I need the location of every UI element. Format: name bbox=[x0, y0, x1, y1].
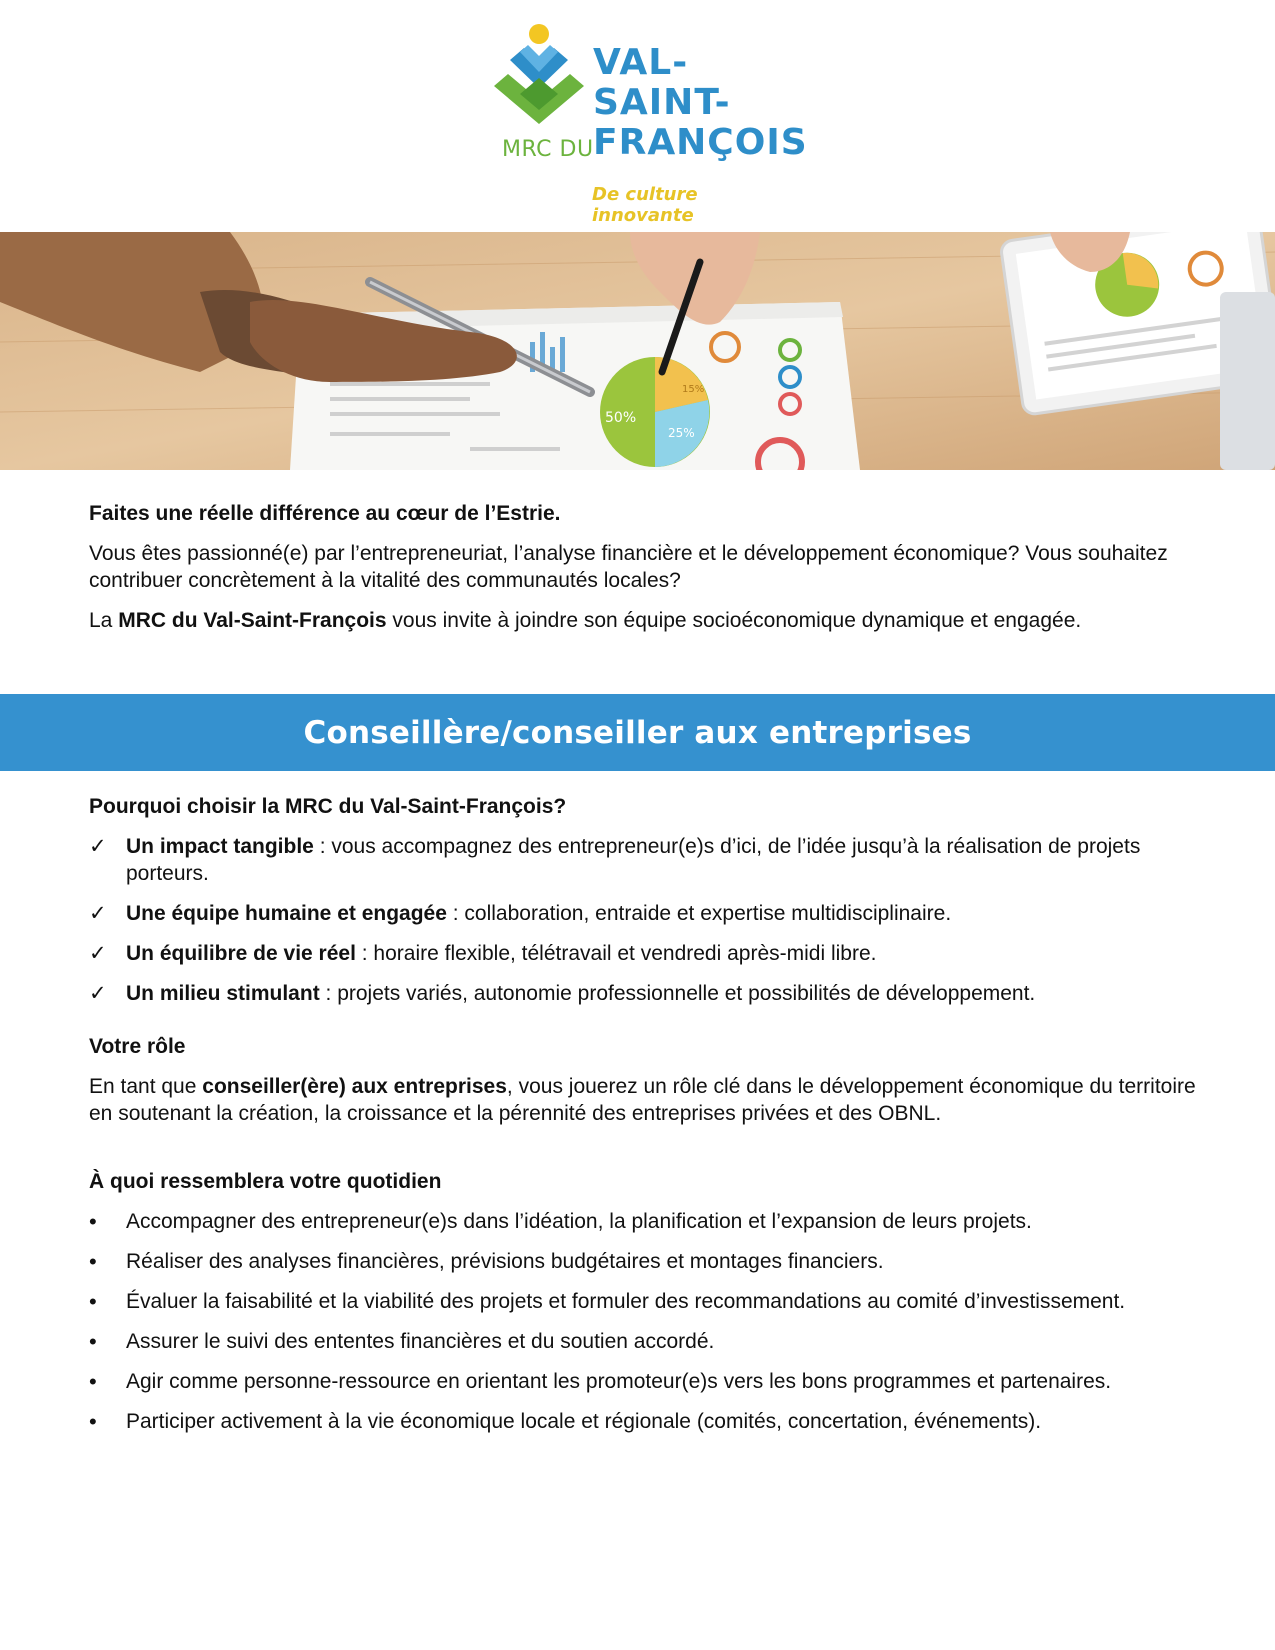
checkmark-icon: ✓ bbox=[89, 835, 107, 858]
task-text: Assurer le suivi des ententes financières et du soutien accordé. bbox=[126, 1330, 715, 1353]
list-item bbox=[89, 980, 1199, 1007]
intro-heading: Faites une réelle différence au cœur de l’Estrie. bbox=[89, 502, 561, 525]
benefit-text: : horaire flexible, télétravail et vendredi après-midi libre. bbox=[355, 942, 877, 965]
organization-name: MRC du Val-Saint-François bbox=[118, 609, 387, 632]
list-item bbox=[89, 1288, 1199, 1315]
text-span: La bbox=[89, 609, 119, 632]
chart-label: 50% bbox=[605, 410, 637, 426]
hero-photo bbox=[0, 232, 1275, 470]
task-text: Agir comme personne-ressource en orientant les promoteur(e)s vers les bons programmes et partenaires. bbox=[126, 1370, 1112, 1393]
intro-invitation bbox=[89, 607, 1199, 634]
list-item bbox=[89, 1248, 1199, 1275]
task-text: Accompagner des entrepreneur(e)s dans l’idéation, la planification et l’expansion de leurs projets. bbox=[126, 1210, 1032, 1233]
benefit-title: Un impact tangible bbox=[126, 835, 314, 858]
text-span: , vous jouerez un rôle clé dans le développement économique du territoire en soutenant la création, la croissance et la pérennité des entreprises privées et des OBNL. bbox=[89, 1075, 1196, 1125]
list-item bbox=[89, 1368, 1199, 1395]
intro-paragraph: Vous êtes passionné(e) par l’entrepreneuriat, l’analyse financière et le développement économique? Vous souhaitez contribuer concrètement à la vitalité des communautés locales? bbox=[89, 542, 1168, 592]
task-text: Évaluer la faisabilité et la viabilité des projets et formuler des recommandations au comité d’investissement. bbox=[126, 1290, 1126, 1313]
checkmark-icon: ✓ bbox=[89, 982, 107, 1005]
benefit-text: : vous accompagnez des entrepreneur(e)s d’ici, de l’idée jusqu’à la réalisation de projets porteurs. bbox=[126, 835, 1141, 885]
list-item bbox=[89, 833, 1199, 887]
bullet-icon: • bbox=[89, 1209, 97, 1234]
benefit-title: Un milieu stimulant bbox=[126, 982, 320, 1005]
why-heading: Pourquoi choisir la MRC du Val-Saint-François? bbox=[89, 795, 567, 818]
bullet-icon: • bbox=[89, 1409, 97, 1434]
logo-name-line: FRANÇOIS bbox=[593, 122, 808, 163]
list-item bbox=[89, 1208, 1199, 1235]
role-heading: Votre rôle bbox=[89, 1035, 186, 1058]
bullet-icon: • bbox=[89, 1289, 97, 1314]
checkmark-icon: ✓ bbox=[89, 942, 107, 965]
task-text: Réaliser des analyses financières, prévisions budgétaires et montages financiers. bbox=[126, 1250, 884, 1273]
logo-name bbox=[593, 43, 808, 163]
bullet-icon: • bbox=[89, 1249, 97, 1274]
benefit-text: : collaboration, entraide et expertise multidisciplinaire. bbox=[446, 902, 952, 925]
list-item bbox=[89, 900, 1199, 927]
benefit-title: Une équipe humaine et engagée bbox=[126, 902, 447, 925]
chart-label: 15% bbox=[682, 384, 705, 395]
logo-prefix: MRC DU bbox=[502, 137, 594, 162]
chart-label: 25% bbox=[668, 426, 695, 440]
text-span: En tant que bbox=[89, 1075, 203, 1098]
list-item bbox=[89, 1408, 1199, 1435]
tasks-list bbox=[89, 1208, 1199, 1448]
role-paragraph bbox=[89, 1073, 1199, 1127]
job-title-banner bbox=[0, 694, 1275, 771]
text-span: vous invite à joindre son équipe socioéconomique dynamique et engagée. bbox=[386, 609, 1082, 632]
benefit-text: : projets variés, autonomie professionnelle et possibilités de développement. bbox=[319, 982, 1036, 1005]
list-item bbox=[89, 1328, 1199, 1355]
task-text: Participer activement à la vie économique locale et régionale (comités, concertation, événements). bbox=[126, 1410, 1042, 1433]
desk-scene-illustration bbox=[0, 232, 1275, 470]
benefits-list bbox=[89, 833, 1199, 1020]
logo-name-line: SAINT- bbox=[593, 82, 731, 123]
benefit-title: Un équilibre de vie réel bbox=[126, 942, 356, 965]
bullet-icon: • bbox=[89, 1329, 97, 1354]
organization-logo bbox=[490, 20, 808, 226]
daily-heading: À quoi ressemblera votre quotidien bbox=[89, 1170, 442, 1193]
bullet-icon: • bbox=[89, 1369, 97, 1394]
logo-name-line: VAL- bbox=[593, 42, 689, 83]
job-title: Conseillère/conseiller aux entreprises bbox=[303, 714, 972, 751]
role-title: conseiller(ère) aux entreprises bbox=[202, 1075, 507, 1098]
list-item bbox=[89, 940, 1199, 967]
logo-tagline: De culture innovante bbox=[592, 184, 698, 226]
logo-heart-icon bbox=[490, 20, 585, 130]
checkmark-icon: ✓ bbox=[89, 902, 107, 925]
